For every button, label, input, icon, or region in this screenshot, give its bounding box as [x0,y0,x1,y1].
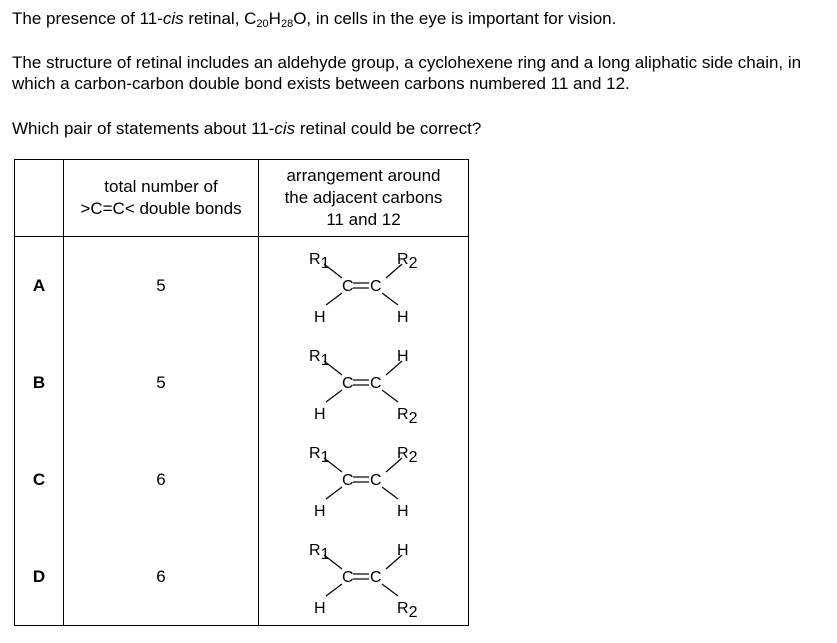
bottom-right-label: H [396,309,409,326]
carbon-12-label: C [369,472,382,489]
bottom-right-label: R2 [396,406,417,427]
option-letter: D [32,566,46,586]
h-left-label: H [313,600,326,617]
top-right-label: R2 [396,251,417,272]
r1-label: R1 [308,348,329,369]
alkene-structure-trans [274,528,454,625]
cis-italic: cis [162,9,184,28]
answer-options-table [14,159,469,626]
double-bond-count: 5 [156,275,166,295]
option-letter-cell [15,334,64,431]
structure-description: The structure of retinal includes an aldehyde group, a cyclohexene ring and a long aliphatic side chain, in which a carbon-carbon double bond exists between carbons numbered 11 and 12. [12,53,802,93]
alkene-structure-trans [274,334,454,431]
carbon-11-label: C [341,375,354,392]
option-row-d [15,528,469,626]
option-letter-cell [15,528,64,626]
option-letter: A [32,275,46,295]
option-row-c [15,431,469,528]
option-row-a [15,237,469,335]
top-right-label: H [396,542,409,559]
option-letter-cell [15,237,64,335]
carbon-11-label: C [341,569,354,586]
bottom-right-label: H [396,503,409,520]
r1-label: R1 [308,542,329,563]
header-double-bond-count: total number of >C=C< double bonds [64,160,259,237]
double-bond-count: 6 [156,566,166,586]
top-right-label: H [396,348,409,365]
double-bond-count-cell [64,528,259,626]
double-bond-count-cell [64,237,259,335]
arrangement-cell [259,334,469,431]
double-bond-count-cell [64,431,259,528]
double-bond-count: 5 [156,372,166,392]
bottom-right-label: R2 [396,600,417,621]
h-left-label: H [313,503,326,520]
option-letter-cell [15,431,64,528]
h-left-label: H [313,406,326,423]
table-header-row [15,160,469,237]
option-letter: B [32,372,46,392]
alkene-structure-cis [274,431,454,528]
question-prompt: Which pair of statements about 11-cis retinal could be correct? [12,119,482,138]
option-row-b [15,334,469,431]
intro-sentence: The presence of 11-cis retinal, $C_{20}H_{28}O$, in cells in the eye is important for vision. [12,9,617,30]
option-letter: C [32,469,46,489]
header-arrangement: arrangement around the adjacent carbons 11 and 12 [259,160,469,237]
arrangement-cell [259,237,469,335]
double-bond-count-cell [64,334,259,431]
carbon-11-label: C [341,472,354,489]
r1-label: R1 [308,445,329,466]
r1-label: R1 [308,251,329,272]
carbon-12-label: C [369,569,382,586]
double-bond-count: 6 [156,469,166,489]
h-left-label: H [313,309,326,326]
arrangement-cell [259,431,469,528]
carbon-12-label: C [369,375,382,392]
top-right-label: R2 [396,445,417,466]
carbon-11-label: C [341,278,354,295]
arrangement-cell [259,528,469,626]
alkene-structure-cis [274,237,454,334]
carbon-12-label: C [369,278,382,295]
header-letter-cell [15,160,64,237]
